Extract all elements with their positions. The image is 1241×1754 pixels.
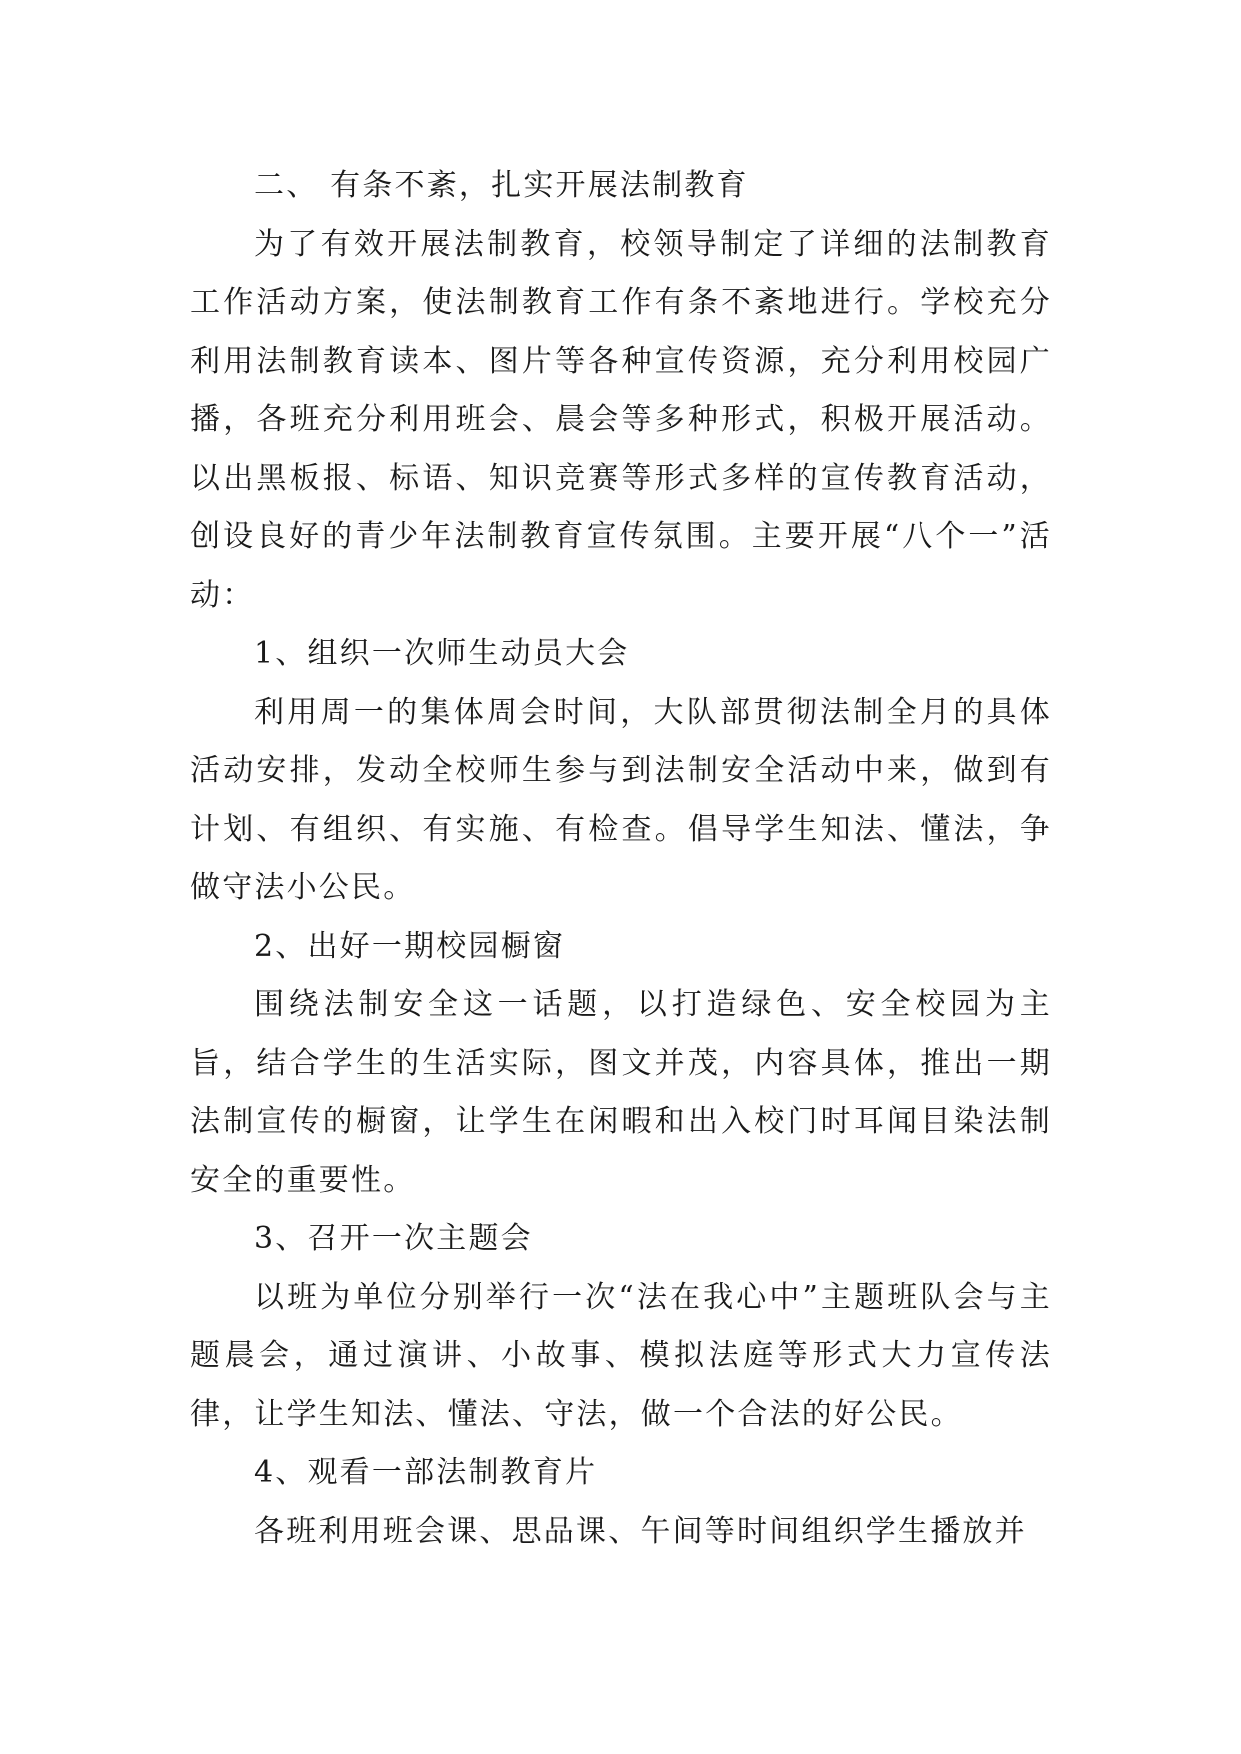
- item-body-3: 以班为单位分别举行一次“法在我心中”主题班队会与主题晨会，通过演讲、小故事、模拟法庭等形式大力宣传法律，让学生知法、懂法、守法，做一个合法的好公民。: [190, 1279, 1052, 1432]
- intro-paragraph: 为了有效开展法制教育，校领导制定了详细的法制教育工作活动方案，使法制教育工作有条不紊地进行。学校充分利用法制教育读本、图片等各种宣传资源，充分利用校园广播，各班充分利用班会、晨会等多种形式，积极开展活动。以出黑板报、标语、知识竞赛等形式多样的宣传教育活动，创设良好的青少年法制教育宣传氛围。主要开展“八个一”活动：: [190, 226, 1052, 613]
- item-heading-2: 2、出好一期校园橱窗: [254, 928, 566, 964]
- item-heading-4: 4、观看一部法制教育片: [254, 1455, 598, 1490]
- document-body: [190, 157, 1052, 1561]
- item-body-2: 围绕法制安全这一话题，以打造绿色、安全校园为主旨，结合学生的生活实际，图文并茂，内容具体，推出一期法制宣传的橱窗，让学生在闲暇和出入校门时耳闻目染法制安全的重要性。: [190, 987, 1052, 1198]
- item-heading-3: 3、召开一次主题会: [254, 1221, 533, 1256]
- item-heading-1: 1、组织一次师生动员大会: [254, 636, 630, 671]
- item-body-4: 各班利用班会课、思品课、午间等时间组织学生播放并: [254, 1513, 1027, 1549]
- item-body-1: 利用周一的集体周会时间，大队部贯彻法制全月的具体活动安排，发动全校师生参与到法制安全活动中来，做到有计划、有组织、有实施、有检查。倡导学生知法、懂法，争做守法小公民。: [190, 694, 1052, 905]
- section-heading: 二、 有条不紊，扎实开展法制教育: [254, 168, 749, 203]
